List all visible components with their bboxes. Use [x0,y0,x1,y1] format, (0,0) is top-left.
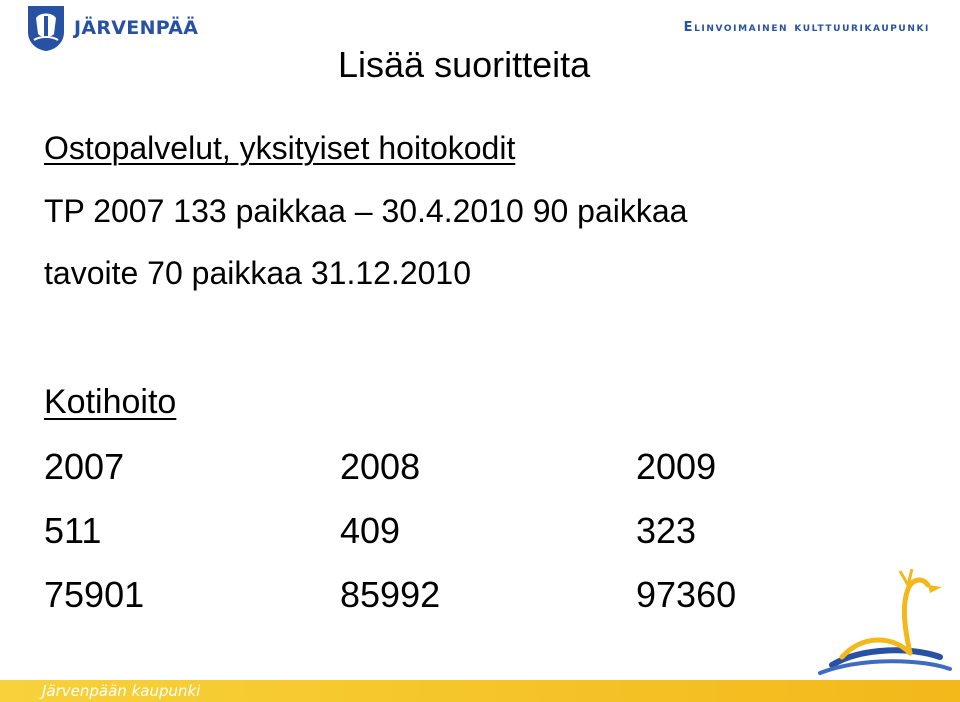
table-cell: 85992 [340,574,441,615]
table-cell: 323 [636,510,697,551]
table-cell: 511 [44,510,102,551]
section-title-kotihoito: Kotihoito [44,383,177,421]
table-cell: 2008 [340,446,421,487]
slide-title: Lisää suoritteita [338,44,591,85]
logo-text: JÄRVENPÄÄ [74,17,199,39]
table-cell: 75901 [44,574,145,615]
line-tp-2007: TP 2007 133 paikkaa – 30.4.2010 90 paikkaa [44,193,688,229]
kotihoito-table [44,446,932,616]
line-tavoite: tavoite 70 paikkaa 31.12.2010 [44,255,471,291]
logo [26,4,198,52]
footer-text: Järvenpään kaupunki [42,682,201,700]
coat-of-arms-icon [26,4,66,52]
slogan: Elinvoimainen kulttuurikaupunki [683,20,930,35]
table-cell: 2007 [44,446,125,487]
swan-logo-icon [812,565,952,680]
table-cell: 409 [340,510,401,551]
table-cell: 2009 [636,446,717,487]
line-ostopalvelut: Ostopalvelut, yksityiset hoitokodit [44,130,516,166]
table-cell: 97360 [636,574,737,615]
